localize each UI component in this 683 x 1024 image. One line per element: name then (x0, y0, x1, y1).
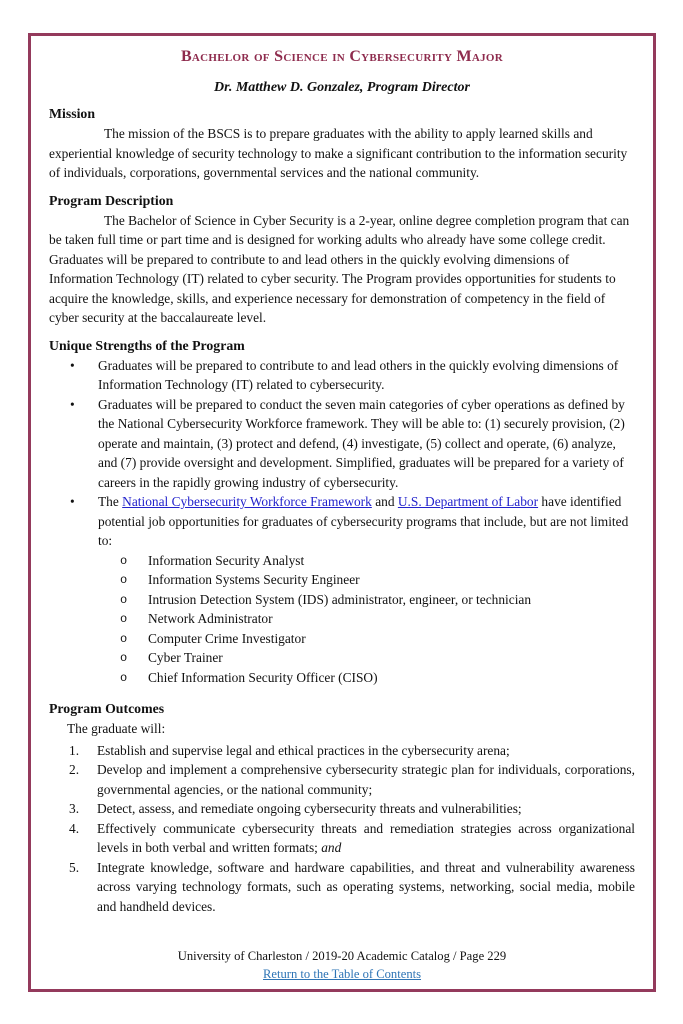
outcome-item-text: Integrate knowledge, software and hardware capabilities, and threat and vulnerability awareness across varying technology formats, such as operating systems, networking, social media, mobile and handheld devices. (97, 859, 635, 914)
national-cybersecurity-workforce-framework-link[interactable]: National Cybersecurity Workforce Framework (122, 494, 372, 509)
job-item (98, 668, 635, 688)
return-to-table-of-contents-link[interactable]: Return to the Table of Contents (262, 967, 422, 981)
outcome-item-text: Establish and supervise legal and ethical practices in the cybersecurity arena; (97, 742, 510, 758)
job-item-text: Network Administrator (148, 611, 273, 626)
strength-item-text: Graduates will be prepared to contribute to and lead others in the quickly evolving dimensions of Information Technology (IT) related to cybersecurity. (98, 357, 619, 392)
outcome-item-text: Effectively communicate cybersecurity threats and remediation strategies across organizational levels in both verbal and written formats; (97, 820, 635, 855)
outcome-item (49, 799, 635, 819)
strength-item-text: The (98, 494, 123, 509)
job-item-text: Information Systems Security Engineer (148, 572, 360, 587)
job-item (98, 648, 635, 668)
job-item (98, 590, 635, 610)
footer-citation: University of Charleston / 2019-20 Academic Catalog / Page 229 (177, 949, 507, 963)
program-director-line: Dr. Matthew D. Gonzalez, Program Director (214, 80, 470, 95)
unique-strengths-list (49, 356, 635, 688)
outcome-item-text: Detect, assess, and remediate ongoing cybersecurity threats and vulnerabilities; (97, 801, 522, 816)
us-department-of-labor-link[interactable]: U.S. Department of Labor (397, 494, 539, 509)
job-item-text: Computer Crime Investigator (148, 630, 306, 646)
page-footer (31, 947, 653, 983)
job-item (98, 609, 635, 629)
program-outcomes-intro: The graduate will: (67, 721, 166, 736)
strength-item-text: Graduates will be prepared to conduct the seven main categories of cyber operations as defined by the National Cybersecurity Workforce framework. They will be able to: (1) securely provision, (2) operate and maintain, (3) protect and defend, (4) investigate, (5) collect and operate, (6) analyze, and (7) provide oversight and development. Simplified, graduates will be prepared for a variety of careers in the rapidly growing industry of cybersecurity. (98, 396, 625, 490)
job-item-text: Intrusion Detection System (IDS) administrator, engineer, or technician (148, 591, 532, 607)
job-item-text: Cyber Trainer (148, 650, 223, 665)
page-title: Bachelor of Science in Cybersecurity Major (180, 48, 504, 65)
heading-program-outcomes: Program Outcomes (49, 701, 165, 716)
outcome-item-emphasis: and (321, 840, 342, 855)
page-border-frame (28, 33, 656, 992)
outcome-item-text: Develop and implement a comprehensive cybersecurity strategic plan for individuals, corporations, governmental agencies, or the national community; (97, 762, 635, 797)
job-item-text: Information Security Analyst (148, 552, 305, 568)
heading-unique-strengths: Unique Strengths of the Program (49, 337, 245, 353)
strength-item-text: and (371, 494, 398, 509)
program-outcomes-list (49, 741, 635, 917)
job-item (98, 570, 635, 590)
outcome-item (49, 819, 635, 858)
strength-item-text: have identified potential job opportunities for graduates of cybersecurity programs that include, but are not limited to: (98, 494, 629, 548)
outcome-item (49, 858, 635, 917)
outcome-item (49, 741, 635, 761)
outcome-item (49, 760, 635, 799)
mission-text: The mission of the BSCS is to prepare graduates with the ability to apply learned skills and experiential knowledge of security technology to make a significant contribution to the information security of individuals, corporations, governmental services and the national community. (49, 126, 628, 180)
job-item-text: Chief Information Security Officer (CISO) (148, 669, 378, 685)
job-item (98, 551, 635, 571)
job-opportunities-list (98, 551, 635, 688)
heading-mission: Mission (49, 106, 95, 121)
strength-item (49, 395, 635, 493)
strength-item (49, 492, 635, 687)
strength-item (49, 356, 635, 395)
program-description-text: The Bachelor of Science in Cyber Security is a 2-year, online degree completion program that can be taken full time or part time and is designed for working adults who already have some college credit. Graduates will be prepared to contribute to and lead others in the quickly evolving dimensions of Information Technology (IT) related to cyber security. The Program provides opportunities for students to acquire the knowledge, skills, and experience necessary for demonstration of competency in the field of cyber security at the baccalaureate level. (49, 212, 630, 325)
job-item (98, 629, 635, 649)
heading-program-description: Program Description (49, 192, 174, 208)
